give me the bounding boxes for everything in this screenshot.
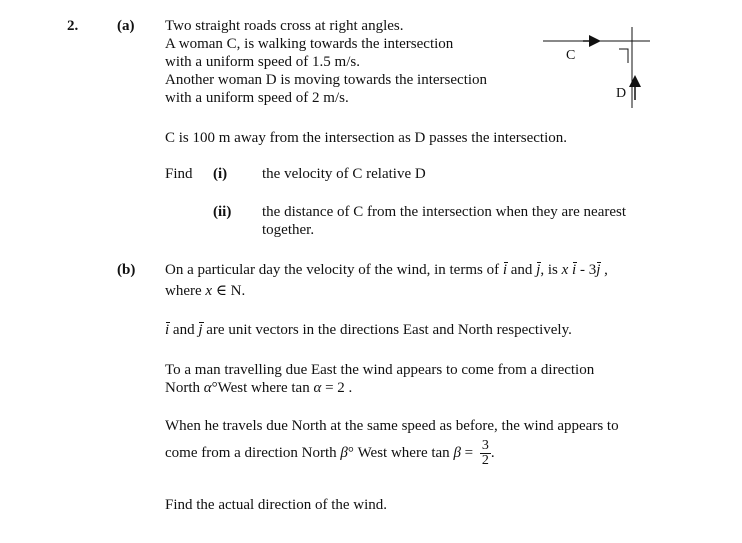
- woman-d-label: D: [616, 86, 627, 101]
- part-a-line-1: Two straight roads cross at right angles.: [165, 18, 404, 34]
- unit-vectors-line: i and j are unit vectors in the directions East and North respectively.: [165, 322, 572, 338]
- part-a-line-2: A woman C, is walking towards the intersection: [165, 36, 454, 52]
- part-b-label: (b): [117, 262, 136, 278]
- part-a-line-5: with a uniform speed of 2 m/s.: [165, 90, 349, 106]
- item-ii-text-1: the distance of C from the intersection when they are nearest: [262, 204, 627, 220]
- woman-c-label: C: [566, 48, 576, 63]
- wind-velocity-line: On a particular day the velocity of the wind, in terms of i and j, is x i - 3j ,: [165, 262, 608, 278]
- three-halves-fraction: $\frac{3}{2}$: [481, 438, 489, 469]
- east-travel-line-2: North α°West where tan α = 2 .: [165, 380, 353, 396]
- item-ii-label: (ii): [213, 204, 232, 220]
- part-a-line-4: Another woman D is moving towards the intersection: [165, 72, 488, 88]
- question-number: 2.: [67, 18, 79, 34]
- item-i-label: (i): [213, 166, 228, 182]
- final-question: Find the actual direction of the wind.: [165, 497, 388, 513]
- item-i-text: the velocity of C relative D: [262, 166, 426, 182]
- north-travel-line-2: come from a direction North β° West where tan β = $\frac{3}{2}$ .: [165, 438, 495, 469]
- distance-statement: C is 100 m away from the intersection as D passes the intersection.: [165, 130, 567, 146]
- north-travel-line-1: When he travels due North at the same speed as before, the wind appears to: [165, 418, 619, 434]
- where-line: where x ∈ N.: [165, 283, 246, 299]
- right-angle-marker: [619, 49, 628, 63]
- east-travel-line-1: To a man travelling due East the wind appears to come from a direction: [165, 362, 595, 378]
- item-ii-text-2: together.: [262, 222, 315, 238]
- part-a-line-3: with a uniform speed of 1.5 m/s.: [165, 54, 360, 70]
- find-label: Find: [165, 166, 193, 182]
- part-a-label: (a): [117, 18, 135, 34]
